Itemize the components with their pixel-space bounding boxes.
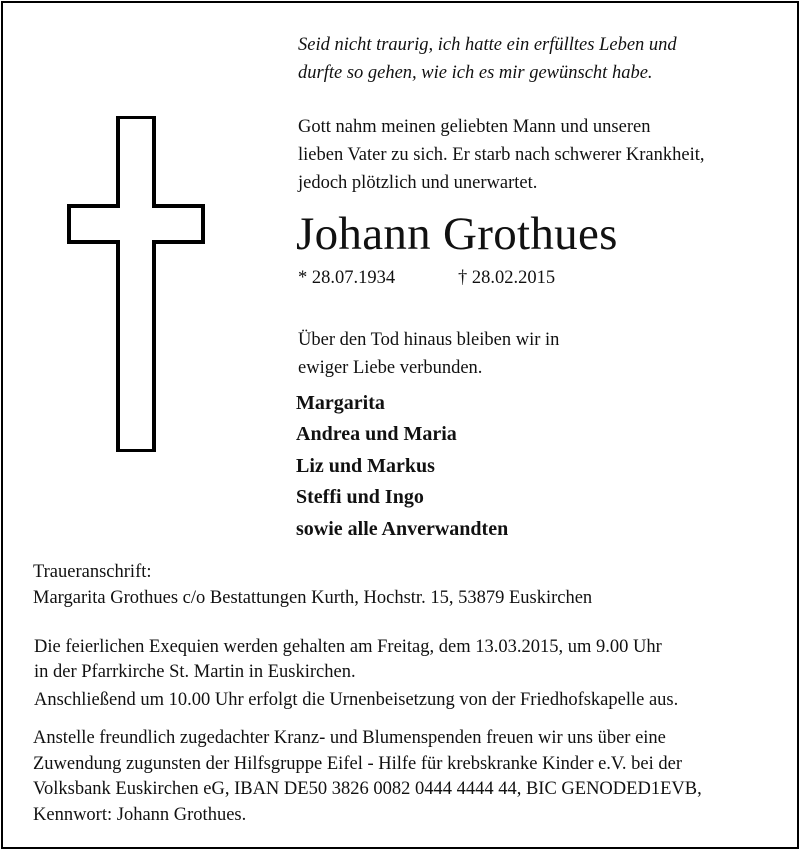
intro-line-1: Gott nahm meinen geliebten Mann und unseren [298,117,651,137]
intro-text [298,113,705,197]
donation-line-2: Zuwendung zugunsten der Hilfsgruppe Eifel - Hilfe für krebskranke Kinder e.V. bei der [33,754,683,774]
address-line: Margarita Grothues c/o Bestattungen Kurth, Hochstr. 15, 53879 Euskirchen [33,588,593,608]
mourner-name: Andrea und Maria [296,423,457,445]
mourner-name: Liz und Markus [296,455,435,477]
mourner-name: Margarita [296,392,385,414]
mourner-name: Steffi und Ingo [296,486,424,508]
service-line-2: in der Pfarrkirche St. Martin in Euskirchen. [34,662,356,682]
address-label: Traueranschrift: [33,562,152,582]
service-line-1: Die feierlichen Exequien werden gehalten am Freitag, dem 13.03.2015, um 9.00 Uhr [34,637,662,657]
death-date: † 28.02.2015 [458,268,556,288]
intro-line-2: lieben Vater zu sich. Er starb nach schwerer Krankheit, [298,145,705,165]
donation-line-1: Anstelle freundlich zugedachter Kranz- und Blumenspenden freuen wir uns über eine [33,728,666,748]
saying-line-1: Über den Tod hinaus bleiben wir in [298,330,560,350]
quote-line-2: durfte so gehen, wie ich es mir gewünscht habe. [298,63,653,83]
donation-line-3: Volksbank Euskirchen eG, IBAN DE50 3826 0082 0444 4444 44, BIC GENODED1EVB, [33,779,702,799]
cross-icon [66,116,206,452]
saying-line-2: ewiger Liebe verbunden. [298,358,483,378]
birth-date: * 28.07.1934 [298,268,396,288]
intro-line-3: jedoch plötzlich und unerwartet. [298,173,538,193]
mourner-name: sowie alle Anverwandten [296,518,509,540]
deceased-name: Johann Grothues [296,208,618,260]
service-line-3: Anschließend um 10.00 Uhr erfolgt die Urnenbeisetzung von der Friedhofskapelle aus. [34,690,679,710]
memorial-saying [298,326,559,382]
donation-line-4: Kennwort: Johann Grothues. [33,805,247,825]
quote-line-1: Seid nicht traurig, ich hatte ein erfülltes Leben und [298,35,677,55]
